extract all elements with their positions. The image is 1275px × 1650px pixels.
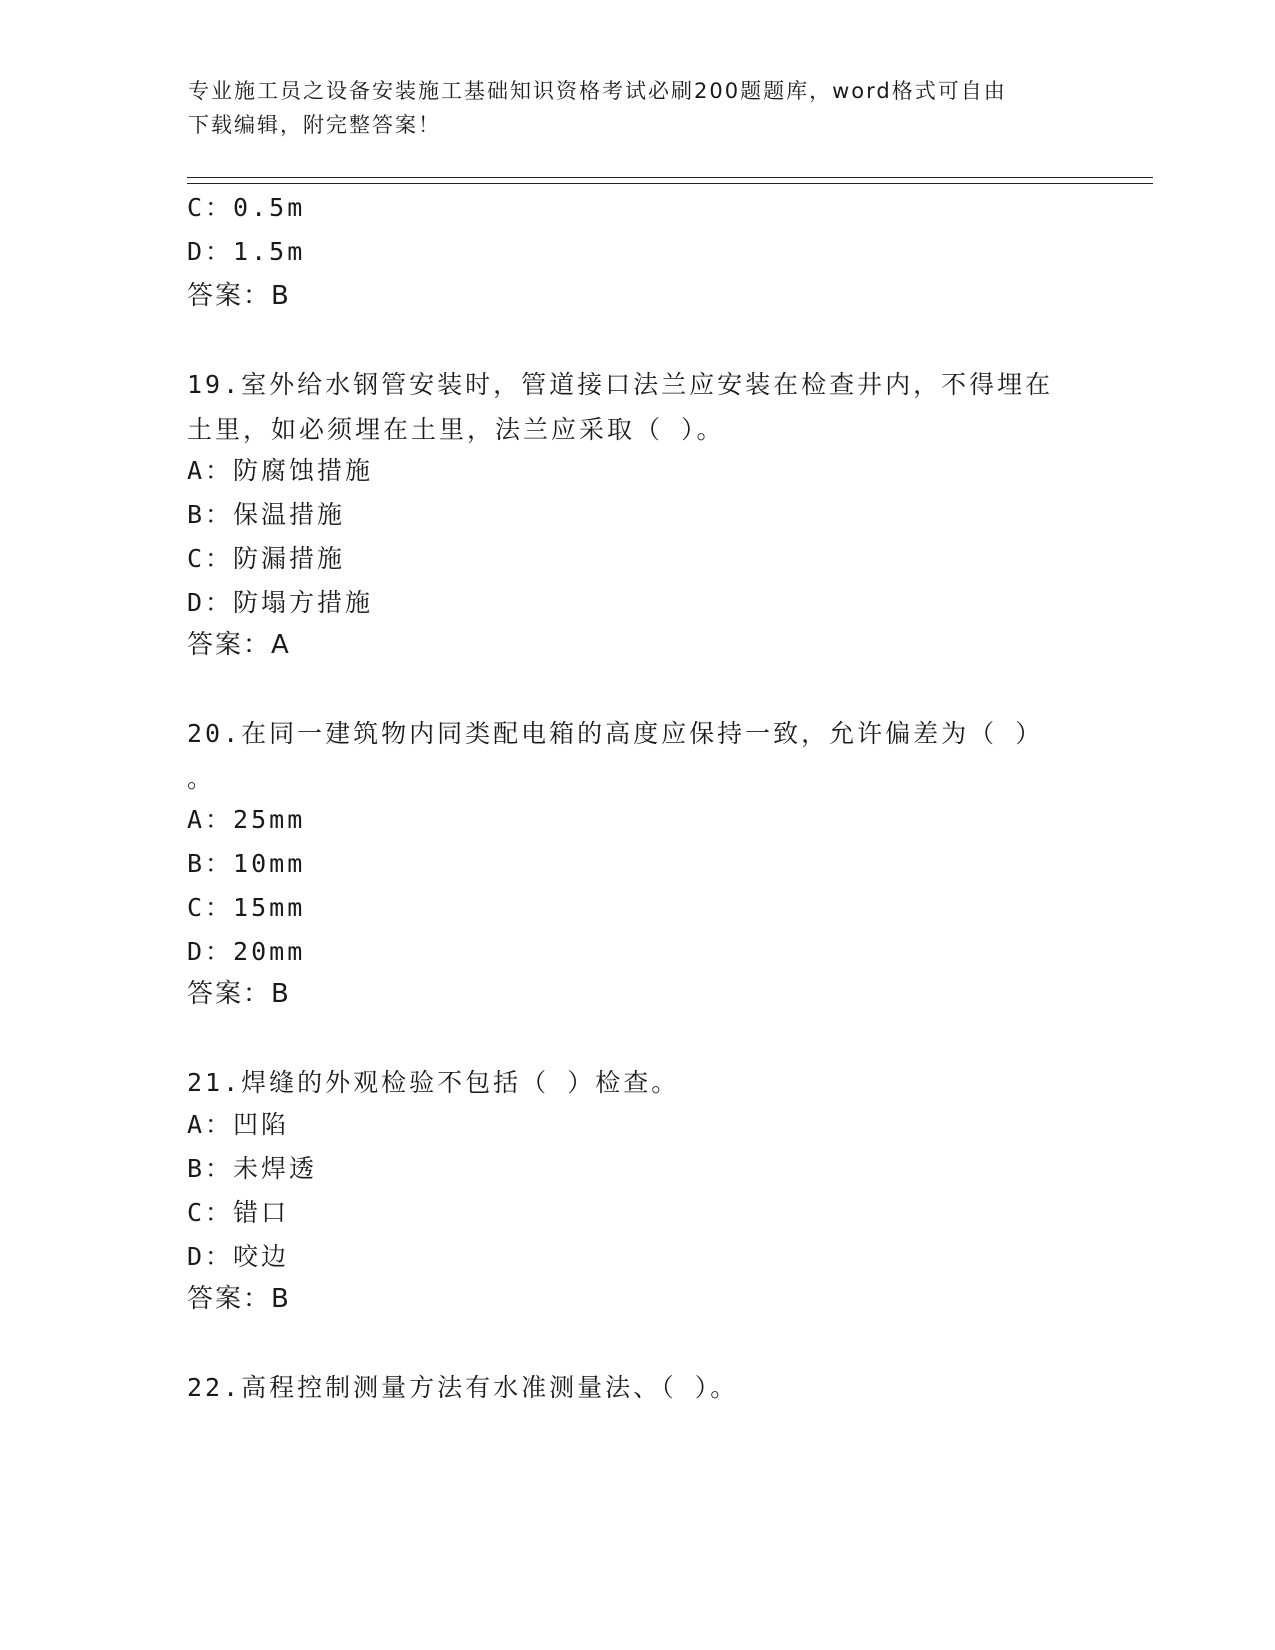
question-19-line-2: 土里，如必须埋在土里，法兰应采取（ ）。 bbox=[187, 415, 725, 444]
question-22-line-1: 22.高程控制测量方法有水准测量法、（ ）。 bbox=[187, 1373, 739, 1402]
question-19-option-b: B：保温措施 bbox=[187, 500, 346, 529]
question-20-line-2: 。 bbox=[187, 764, 216, 793]
header-line-2: 下载编辑，附完整答案！ bbox=[188, 113, 441, 137]
question-19-option-d: D：防塌方措施 bbox=[187, 588, 374, 617]
question-21-option-d: D：咬边 bbox=[187, 1242, 290, 1271]
question-22 bbox=[187, 1365, 1087, 1410]
question-21-option-c: C：错口 bbox=[187, 1198, 290, 1227]
question-21-line-1: 21.焊缝的外观检验不包括（ ）检查。 bbox=[187, 1068, 680, 1097]
question-21-option-a: A：凹陷 bbox=[187, 1110, 290, 1139]
question-20-option-a: A：25mm bbox=[187, 805, 306, 834]
header-line-1: 专业施工员之设备安装施工基础知识资格考试必刷200题题库，word格式可自由 bbox=[188, 79, 1007, 103]
question-21 bbox=[187, 1060, 1087, 1105]
question-20-option-d: D：20mm bbox=[187, 937, 306, 966]
header-rule-top bbox=[187, 177, 1153, 178]
document-header bbox=[188, 74, 1088, 142]
question-19-option-c: C：防漏措施 bbox=[187, 544, 346, 573]
question-19-option-a: A：防腐蚀措施 bbox=[187, 456, 374, 485]
prev-option-c: C：0.5m bbox=[187, 193, 306, 222]
question-21-option-b: B：未焊透 bbox=[187, 1154, 318, 1183]
question-19-answer: 答案：A bbox=[187, 630, 291, 660]
prev-answer: 答案：B bbox=[187, 281, 291, 311]
header-rule-bottom bbox=[187, 183, 1153, 184]
question-19-line-1: 19.室外给水钢管安装时，管道接口法兰应安装在检查井内，不得埋在 bbox=[187, 370, 1054, 399]
question-20-line-1: 20.在同一建筑物内同类配电箱的高度应保持一致，允许偏差为（ ） bbox=[187, 719, 1044, 748]
question-20-option-b: B：10mm bbox=[187, 849, 306, 878]
prev-option-d: D：1.5m bbox=[187, 237, 306, 266]
question-20-option-c: C：15mm bbox=[187, 893, 306, 922]
question-20-answer: 答案：B bbox=[187, 979, 291, 1009]
question-20 bbox=[187, 711, 1087, 801]
question-19 bbox=[187, 362, 1087, 452]
question-21-answer: 答案：B bbox=[187, 1284, 291, 1314]
